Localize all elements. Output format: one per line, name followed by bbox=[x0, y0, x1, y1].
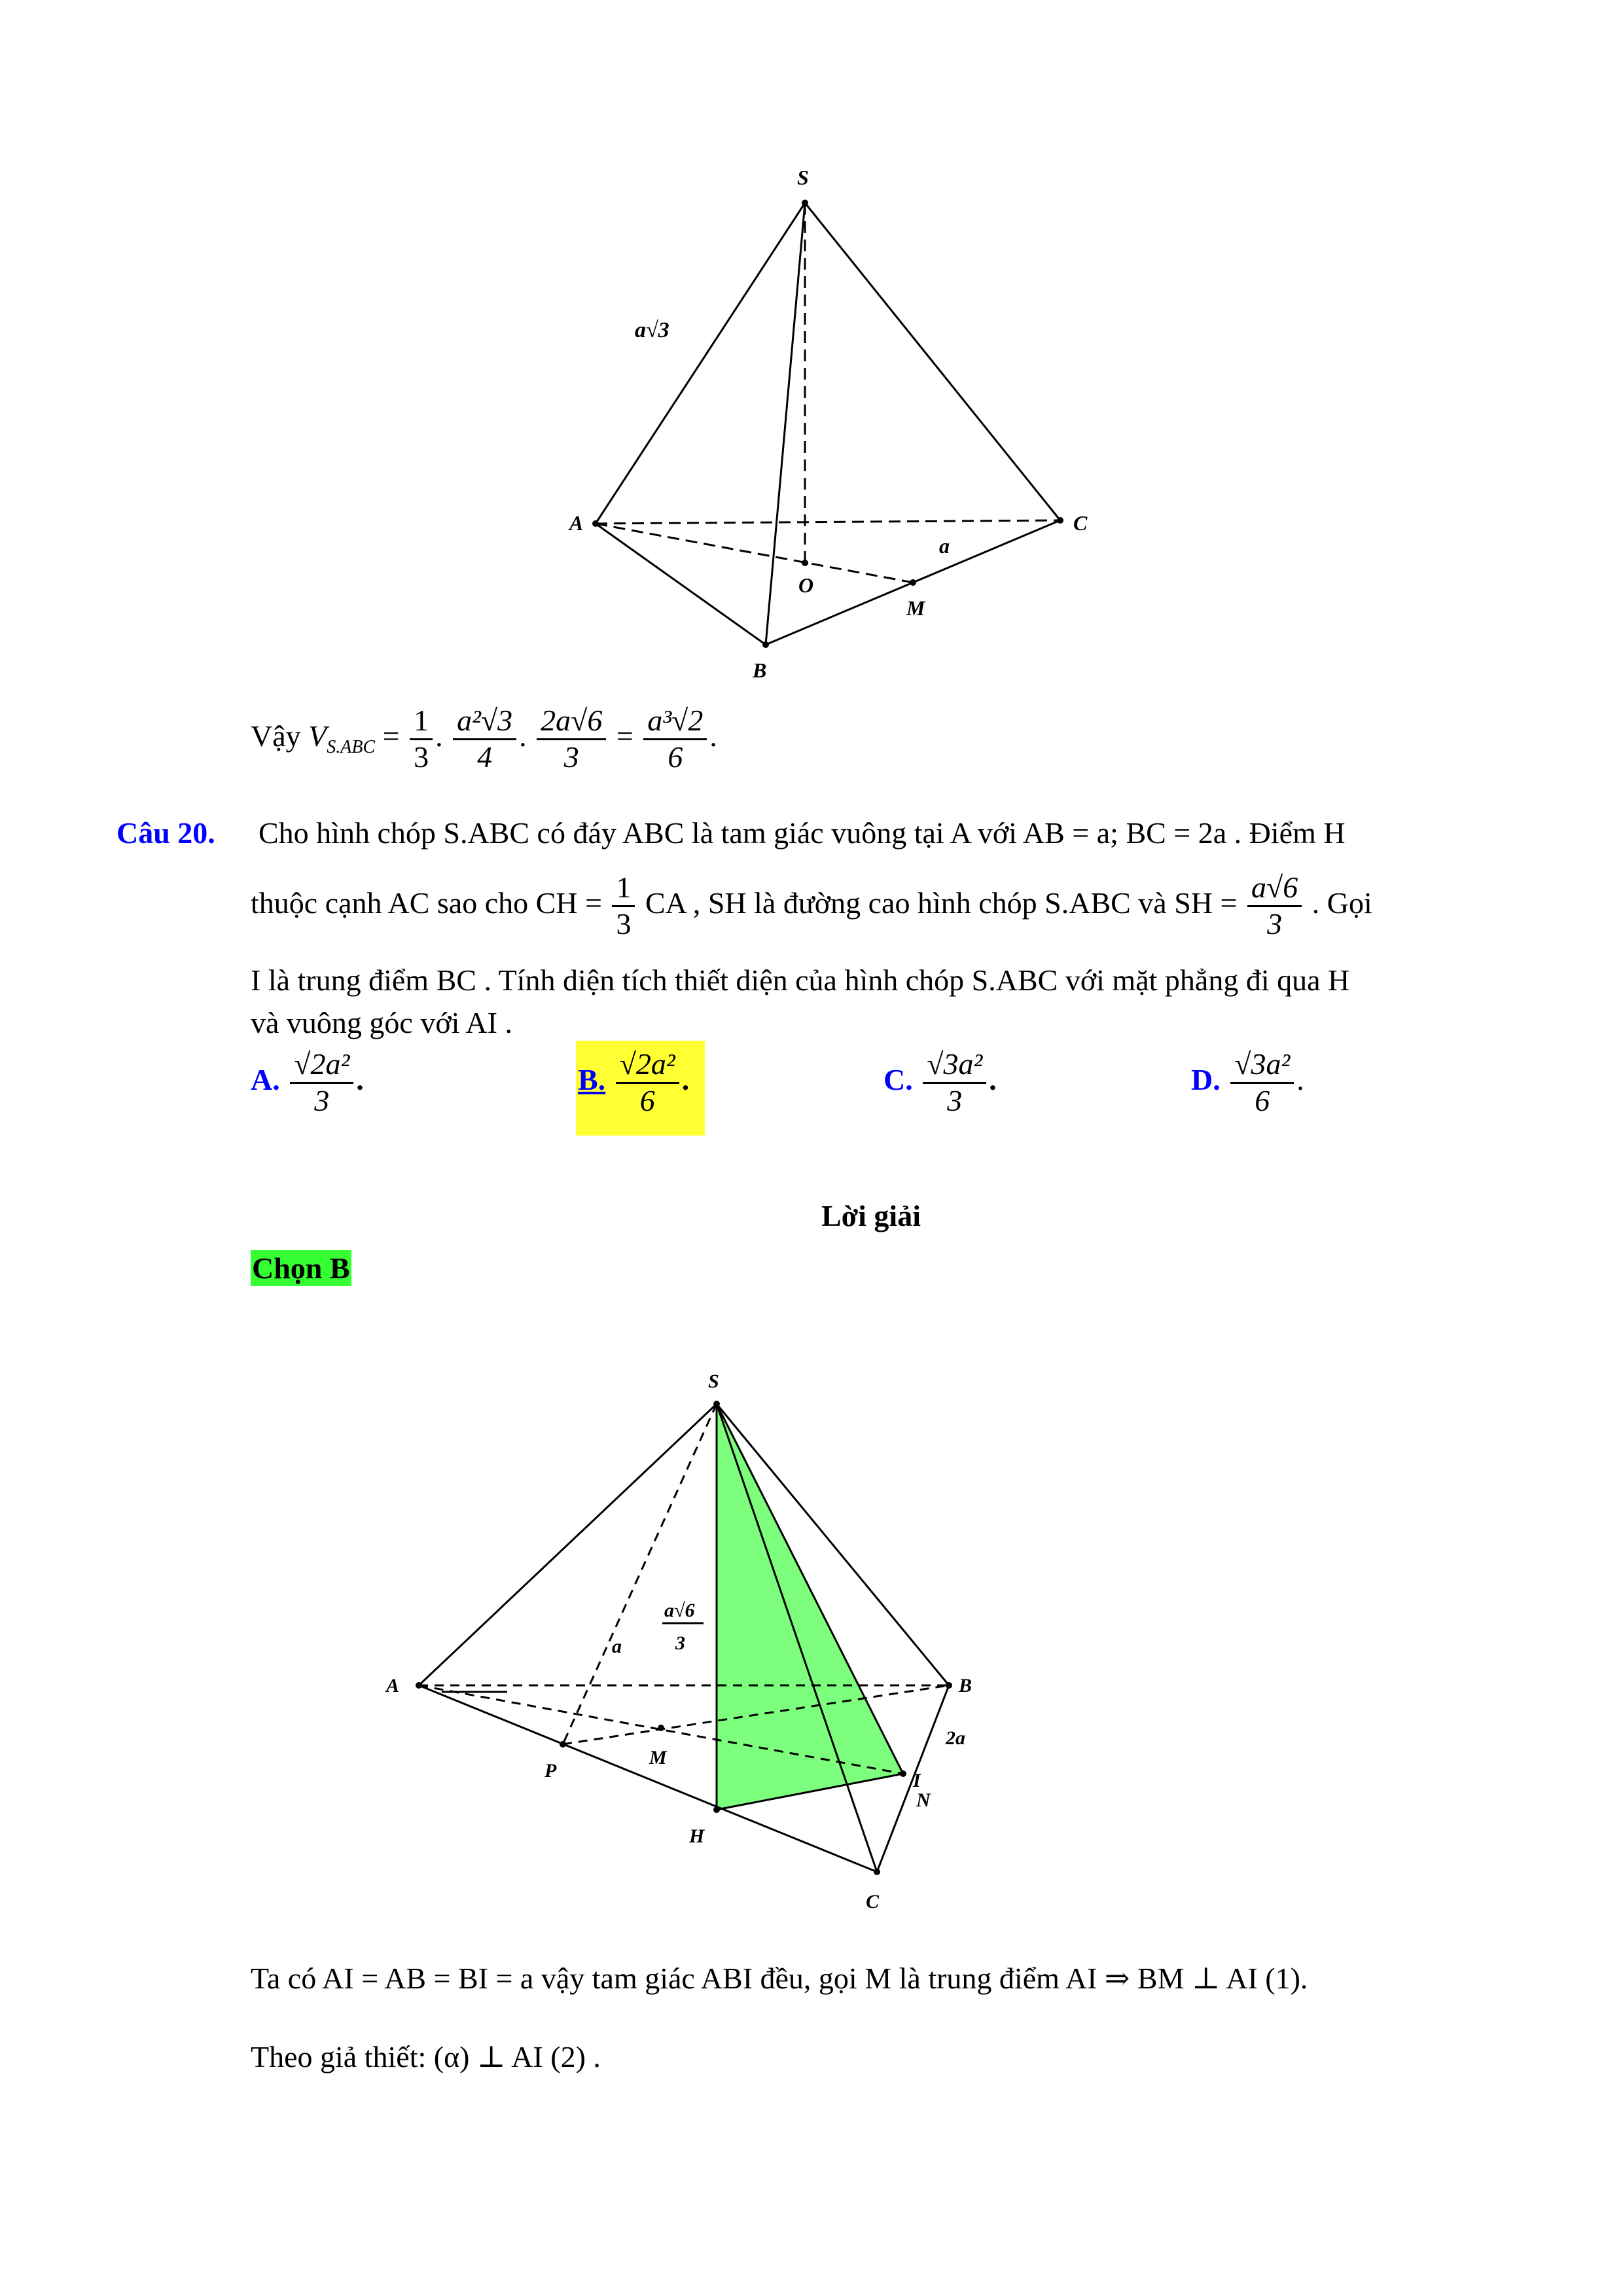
question-line-2: thuộc cạnh AC sao cho CH = $\frac{1}{3}$ CA , SH là đường cao hình chóp S.ABC và SH = $\frac{a√6}{3}$ . Gọi bbox=[251, 870, 1372, 941]
option-d[interactable]: D. $\frac{\text{√3a²}}{6}$ . bbox=[1191, 1047, 1304, 1117]
question-label: Câu 20. bbox=[116, 816, 215, 850]
answer-options bbox=[0, 1047, 1623, 1132]
fig1-label-B: B bbox=[753, 658, 767, 682]
volume-symbol: V bbox=[308, 719, 327, 753]
fraction-4: $\frac{\text{a³√2}}{6}$ bbox=[643, 704, 707, 775]
fig2-label-N: N bbox=[916, 1789, 931, 1811]
fig1-label-O: O bbox=[798, 573, 814, 597]
fraction-2: $\frac{\text{a²√3}}{4}$ bbox=[453, 704, 516, 775]
question-line-1: Cho hình chóp S.ABC có đáy ABC là tam giác vuông tại A với AB = a; BC = 2a . Điểm H bbox=[259, 816, 1346, 850]
volume-conclusion: Vậy $V_{S.ABC}$ = $\frac{1}{3}$ . $\frac{\text{a²√3}}{4}$ . $\frac{2a√6}{3}$ = $\frac{\text{a³√2}}{6}$ . bbox=[251, 704, 717, 774]
fraction-1: $\frac{1}{3}$ bbox=[410, 704, 433, 775]
option-a[interactable]: A. $\frac{\text{√2a²}}{3}$ . bbox=[251, 1047, 364, 1117]
fig1-label-C: C bbox=[1073, 511, 1088, 535]
reasoning-line-1: Ta có AI = AB = BI = a vậy tam giác ABI đều, gọi M là trung điểm AI ⇒ BM ⊥ AI (1). bbox=[251, 1962, 1308, 1995]
fig1-label-a-sqrt3: a√3 bbox=[635, 318, 669, 342]
fraction-3: $\frac{2a√6}{3}$ bbox=[537, 704, 606, 775]
ch-fraction: $\frac{1}{3}$ bbox=[612, 870, 635, 942]
option-b[interactable]: B. $\frac{\text{√2a²}}{6}$ . bbox=[578, 1047, 690, 1117]
fig2-label-A: A bbox=[386, 1675, 400, 1696]
fig2-label-S: S bbox=[708, 1371, 719, 1392]
sh-fraction: $\frac{a√6}{3}$ bbox=[1247, 870, 1302, 942]
fig1-label-S: S bbox=[797, 166, 809, 189]
question-line-3: I là trung điểm BC . Tính diện tích thiết diện của hình chóp S.ABC với mặt phẳng đi qua H bbox=[251, 963, 1350, 997]
fig1-label-A: A bbox=[569, 511, 584, 535]
fig2-label-H: H bbox=[689, 1825, 705, 1847]
vay-prefix: Vậy bbox=[251, 719, 301, 753]
pyramid-figure-2 bbox=[366, 1361, 1021, 1918]
volume-subscript: S.ABC bbox=[327, 737, 376, 758]
fig2-label-height-den: 3 bbox=[675, 1632, 685, 1654]
fig1-label-a: a bbox=[939, 534, 950, 558]
cross-section-area bbox=[717, 1404, 903, 1810]
fig1-label-M: M bbox=[906, 596, 925, 620]
fig2-label-M: M bbox=[649, 1747, 667, 1768]
fig2-label-C: C bbox=[866, 1891, 880, 1912]
fig2-label-B: B bbox=[959, 1675, 972, 1696]
option-c[interactable]: C. $\frac{\text{√3a²}}{3}$ . bbox=[883, 1047, 997, 1117]
pyramid-figure-1 bbox=[550, 164, 1126, 687]
fig2-label-height: a√6 bbox=[664, 1600, 695, 1621]
question-line-4: và vuông góc với AI . bbox=[251, 1006, 512, 1039]
fig2-label-2a: 2a bbox=[946, 1727, 965, 1749]
fig2-label-P: P bbox=[544, 1760, 557, 1782]
fig2-label-I: I bbox=[913, 1770, 921, 1791]
fig2-label-a: a bbox=[612, 1636, 622, 1657]
reasoning-line-2: Theo giả thiết: (α) ⊥ AI (2) . bbox=[251, 2040, 601, 2073]
solution-title: Lời giải bbox=[821, 1199, 921, 1232]
choose-answer: Chọn B bbox=[251, 1250, 351, 1286]
